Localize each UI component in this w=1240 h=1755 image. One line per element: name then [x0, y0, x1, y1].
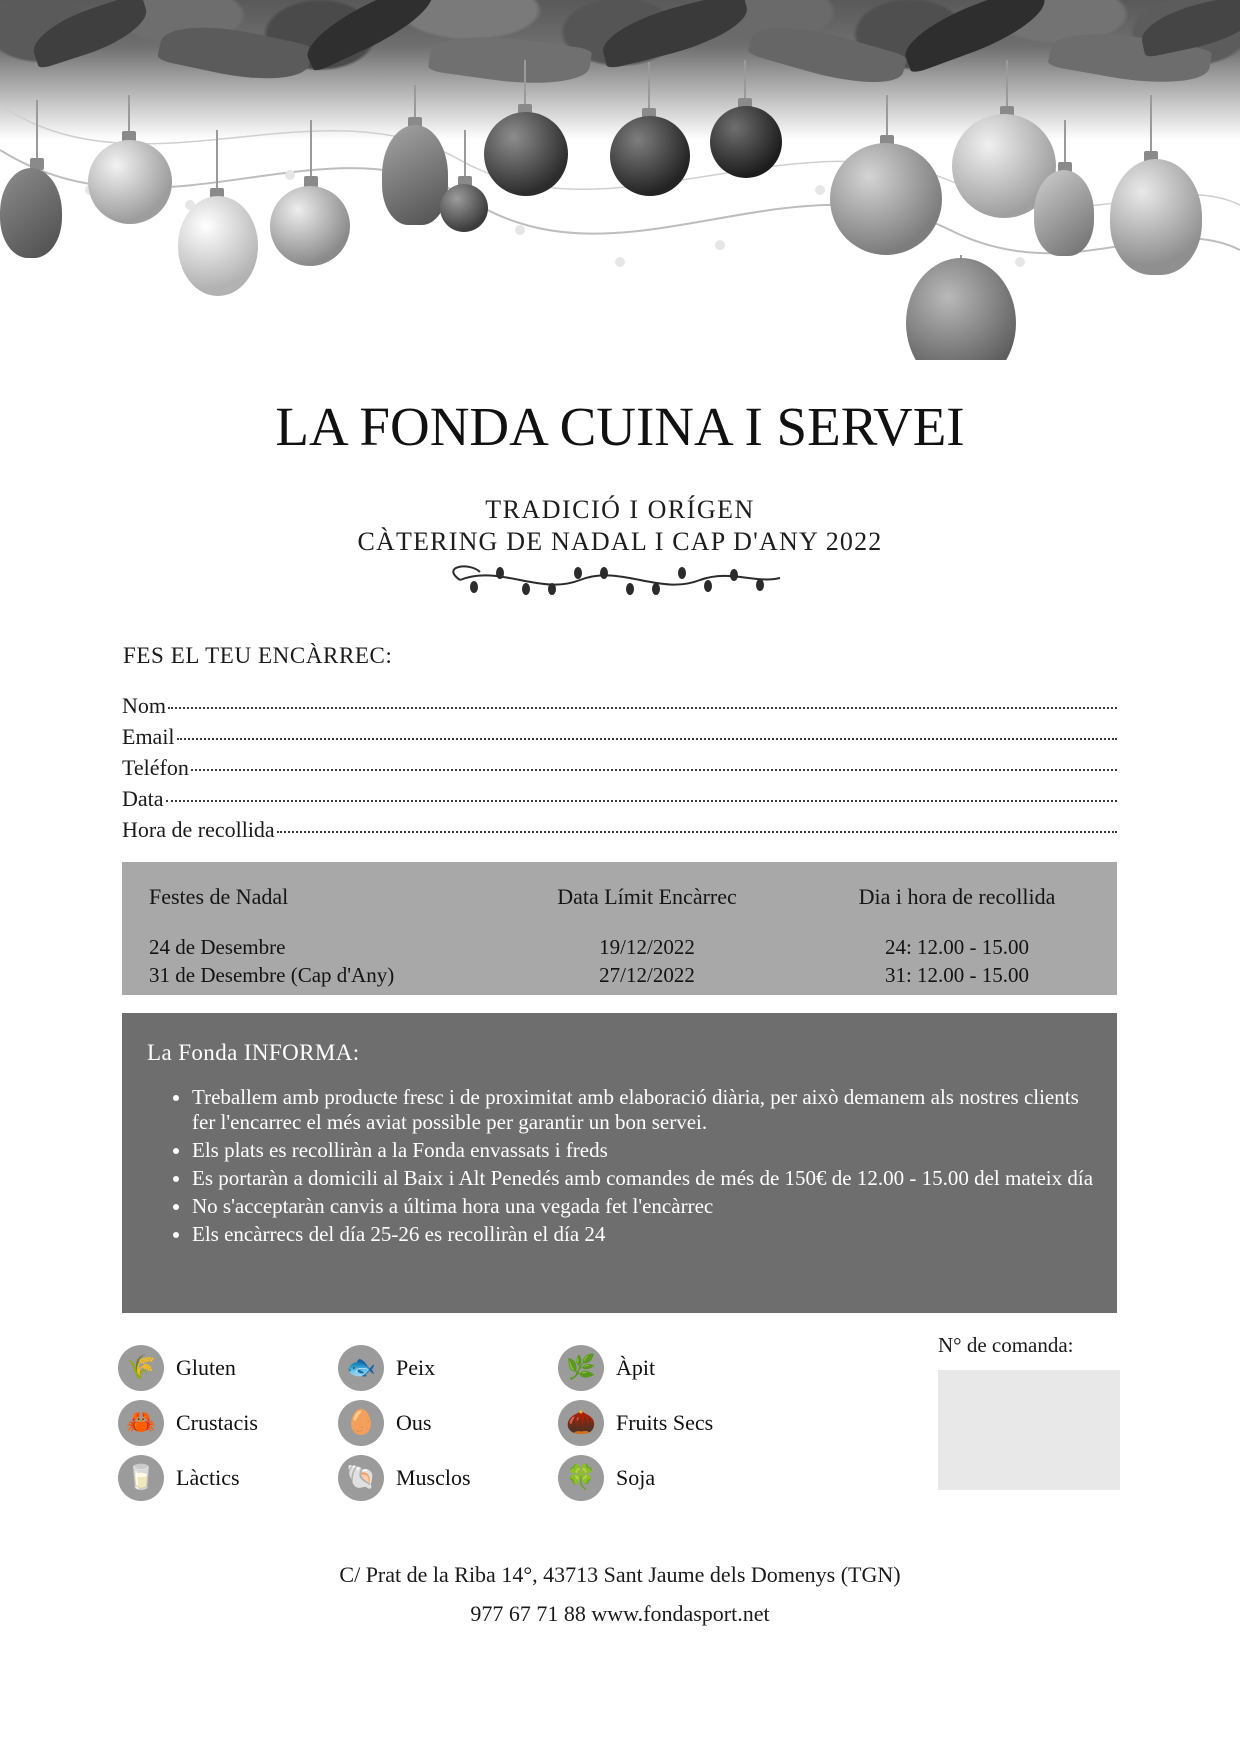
allergen-soja — [558, 1455, 778, 1501]
allergen-crustacis — [118, 1400, 338, 1446]
nuts-icon: 🌰 — [558, 1400, 604, 1446]
page-title: LA FONDA CUINA I SERVEI — [275, 396, 965, 457]
order-form-fields — [122, 693, 1117, 848]
ornament-wire — [744, 60, 746, 100]
input-telefon[interactable] — [191, 769, 1117, 771]
allergen-fruits-secs — [558, 1400, 778, 1446]
ornament-ball — [484, 112, 568, 196]
subtitle-catering: CÀTERING DE NADAL I CAP D'ANY 2022 — [357, 527, 883, 556]
allergen-muscles — [338, 1455, 558, 1501]
egg-icon: 🥚 — [338, 1400, 384, 1446]
dairy-icon: 🥛 — [118, 1455, 164, 1501]
order-number-input[interactable] — [938, 1370, 1120, 1490]
label-email: Email — [122, 724, 175, 749]
list-item: • Treballem amb producte fresc i de proximitat amb elaboració diària, per això demanem als nostres clients fer l'encarrec el més aviat possible per garantir un bon servei. — [192, 1085, 1102, 1135]
allergen-row — [118, 1395, 778, 1450]
info-panel-title: La Fonda INFORMA: — [147, 1040, 360, 1065]
list-item: • Els plats es recolliràn a la Fonda envassats i freds — [192, 1138, 1102, 1163]
ornament-wire — [1006, 60, 1008, 108]
allergen-row — [118, 1340, 778, 1395]
ornament-wire — [216, 130, 218, 190]
allergen-row — [118, 1450, 778, 1505]
form-row-email[interactable] — [122, 724, 1117, 755]
ornament-ball — [270, 186, 350, 266]
ornament-ball — [1110, 159, 1202, 275]
crustacean-icon: 🦀 — [118, 1400, 164, 1446]
subtitle-tradition: TRADICIÓ I ORÍGEN — [485, 495, 755, 524]
info-panel — [122, 1013, 1117, 1313]
ornament-ball — [0, 168, 62, 258]
form-row-nom[interactable] — [122, 693, 1117, 724]
ornament-wire — [1064, 120, 1066, 164]
allergen-legend — [118, 1340, 778, 1505]
allergen-label: Àpit — [616, 1354, 656, 1380]
allergen-apit — [558, 1345, 778, 1391]
input-nom[interactable] — [168, 707, 1117, 709]
allergen-label: Ous — [396, 1409, 432, 1435]
allergen-peix — [338, 1345, 558, 1391]
header-festes: Festes de Nadal — [149, 884, 289, 909]
input-hora-recollida[interactable] — [277, 831, 1117, 833]
ornament-ball — [382, 125, 448, 225]
label-telefon: Teléfon — [122, 755, 189, 780]
form-row-telefon[interactable] — [122, 755, 1117, 786]
celery-icon: 🌿 — [558, 1345, 604, 1391]
ornament-wire — [464, 130, 466, 178]
gluten-icon: 🌾 — [118, 1345, 164, 1391]
label-hora-recollida: Hora de recollida — [122, 817, 275, 842]
ornament-wire — [128, 95, 130, 133]
ornament-wire — [36, 100, 38, 160]
order-form-heading: FES EL TEU ENCÀRREC: — [123, 643, 393, 668]
label-nom: Nom — [122, 693, 166, 718]
ornament-ball — [830, 143, 942, 255]
allergen-label: Gluten — [176, 1354, 236, 1380]
label-data: Data — [122, 786, 164, 811]
ornament-wire — [310, 120, 312, 178]
cell-data-limit: 27/12/2022 — [599, 963, 695, 987]
ornament-wire — [648, 62, 650, 110]
list-item: • No s'acceptaràn canvis a última hora una vegada fet l'encàrrec — [192, 1194, 1102, 1219]
list-item: • Es portaràn a domicili al Baix i Alt Penedés amb comandes de més de 150€ de 12.00 - 15.00 del mateix día — [192, 1166, 1102, 1191]
soy-icon: 🍀 — [558, 1455, 604, 1501]
ornament-wire — [524, 60, 526, 106]
list-item: • Els encàrrecs del día 25-26 es recolliràn el día 24 — [192, 1222, 1102, 1247]
allergen-label: Soja — [616, 1464, 656, 1490]
allergen-gluten — [118, 1345, 338, 1391]
header-data-limit: Data Límit Encàrrec — [557, 884, 737, 909]
mollusc-icon: 🐚 — [338, 1455, 384, 1501]
allergen-label: Musclos — [396, 1464, 471, 1490]
christmas-header-decoration — [0, 0, 1240, 360]
ornament-ball — [610, 116, 690, 196]
allergen-label: Peix — [396, 1354, 436, 1380]
cell-festa: 24 de Desembre — [149, 935, 286, 959]
ornament-wire — [1150, 95, 1152, 153]
allergen-lactics — [118, 1455, 338, 1501]
form-row-data[interactable] — [122, 786, 1117, 817]
order-number-label: N° de comanda: — [938, 1333, 1074, 1357]
input-email[interactable] — [177, 738, 1117, 740]
ornament-ball — [88, 140, 172, 224]
header-dia-hora: Dia i hora de recollida — [858, 884, 1056, 909]
footer-contact: 977 67 71 88 www.fondasport.net — [470, 1601, 770, 1626]
allergen-label: Crustacis — [176, 1409, 258, 1435]
footer-address: C/ Prat de la Riba 14°, 43713 Sant Jaume dels Domenys (TGN) — [339, 1562, 901, 1587]
cell-festa: 31 de Desembre (Cap d'Any) — [149, 963, 395, 987]
ornament-ball — [440, 184, 488, 232]
ornament-ball — [178, 196, 258, 296]
ornament-ball — [1034, 170, 1094, 256]
ornament-ball — [710, 106, 782, 178]
cell-data-limit: 19/12/2022 — [599, 935, 695, 959]
allergen-ous — [338, 1400, 558, 1446]
dates-table — [122, 862, 1117, 995]
cell-dia-hora: 31: 12.00 - 15.00 — [884, 963, 1030, 987]
allergen-label: Fruits Secs — [616, 1409, 714, 1435]
form-row-hora-recollida[interactable] — [122, 817, 1117, 848]
ornament-wire — [886, 95, 888, 137]
allergen-label: Làctics — [176, 1464, 240, 1490]
ornament-wire — [414, 85, 416, 119]
divider-lights-ornament — [0, 560, 1240, 600]
input-data[interactable] — [166, 800, 1117, 802]
cell-dia-hora: 24: 12.00 - 15.00 — [884, 935, 1030, 959]
fish-icon: 🐟 — [338, 1345, 384, 1391]
info-list — [170, 1085, 1102, 1250]
